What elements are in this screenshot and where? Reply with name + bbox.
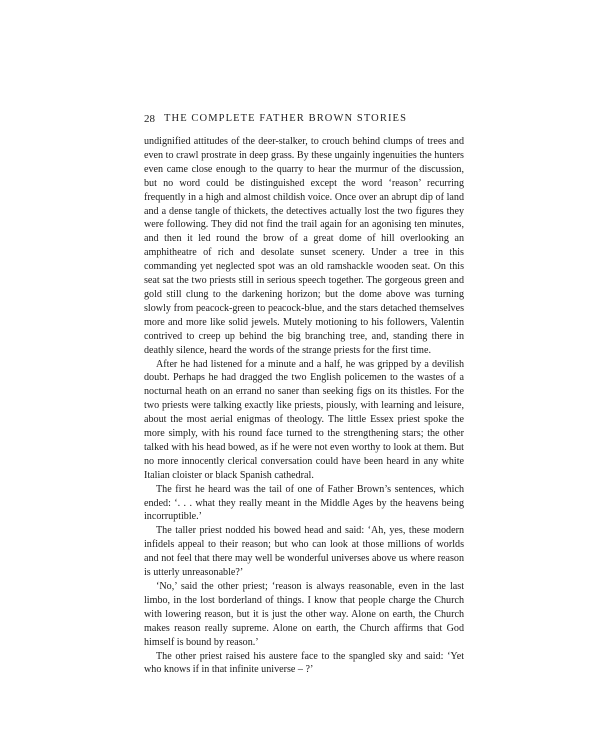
paragraph: The first he heard was the tail of one of Father Brown’s sentences, which ended: ‘. . . what they really meant in the Middle Ages by the heavens being incorruptible.’ bbox=[144, 483, 464, 523]
paragraph: The other priest raised his austere face to the spangled sky and said: ‘Yet who knows if in that infinite universe – ?’ bbox=[144, 650, 464, 676]
book-page bbox=[144, 113, 464, 677]
paragraph: The taller priest nodded his bowed head and said: ‘Ah, yes, these modern infidels appeal to their reason; but who can look at those millions of worlds and not feel that there may well be wonderful universes above us where reason is utterly unreasonable?’ bbox=[144, 525, 464, 579]
paragraph: After he had listened for a minute and a half, he was gripped by a devilish doubt. Perhaps he had dragged the two English policemen to the wastes of a nocturnal heath on an errand no saner than seeking figs on its thistles. For the two priests were talking exactly like priests, piously, with learning and leisure, about the most aerial enigmas of theology. The little Essex priest spoke the more simply, with his round face turned to the strengthening stars; the other talked with his head bowed, as if he were not even worthy to look at them. But no more innocently clerical conversation could have been heard in any white Italian cloister or black Spanish cathedral. bbox=[144, 358, 464, 481]
paragraph: undignified attitudes of the deer-stalker, to crouch behind clumps of trees and even to crawl prostrate in deep grass. By these ungainly ingenuities the hunters even came close enough to the quarry to hear the murmur of the discussion, but no word could be distinguished except the word ‘reason’ recurring frequently in a high and almost childish voice. Once over an abrupt dip of land and a dense tangle of thickets, the detectives actually lost the two figures they were following. They did not find the trail again for an agonising ten minutes, and then it led round the brow of a great dome of hill overlooking an amphitheatre of rich and desolate sunset scenery. Under a tree in this commanding yet neglected spot was an old ramshackle wooden seat. On this seat sat the two priests still in serious speech together. The gorgeous green and gold still clung to the darkening horizon; but the dome above was turning slowly from peacock-green to peacock-blue, and the stars detached themselves more and more like solid jewels. Mutely motioning to his followers, Valentin contrived to creep up behind the big branching tree, and, standing there in deathly silence, heard the words of the strange priests for the first time. bbox=[144, 136, 464, 356]
page-number: 28 bbox=[144, 113, 155, 125]
running-head bbox=[144, 113, 464, 131]
book-title: THE COMPLETE FATHER BROWN STORIES bbox=[164, 113, 408, 124]
paragraph: ‘No,’ said the other priest; ‘reason is always reasonable, even in the last limbo, in the lost borderland of things. I know that people charge the Church with lowering reason, but it is just the other way. Alone on earth, the Church makes reason really supreme. Alone on earth, the Church affirms that God himself is bound by reason.’ bbox=[144, 581, 464, 648]
body-text bbox=[144, 135, 464, 677]
